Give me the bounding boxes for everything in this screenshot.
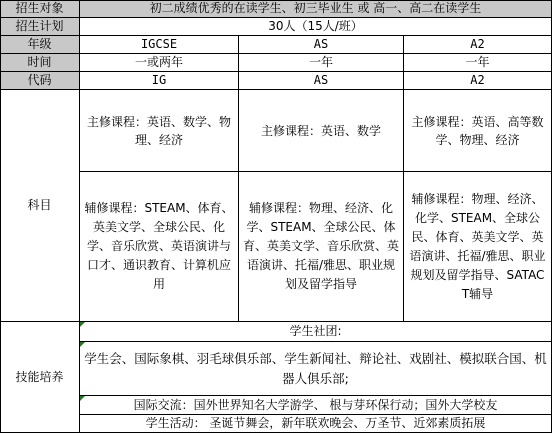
clubs-list-text: 学生会、国际象棋、羽毛球俱乐部、学生新闻社、辩论社、戏剧社、模拟联合国、机器人俱乐部;: [84, 350, 547, 386]
main-course-a2-text: 主修课程：英语、高等数学、物理、经济: [411, 114, 544, 147]
elective-igcse: [80, 172, 239, 322]
table-top-border: [0, 0, 552, 1]
grade-label: 年级: [0, 36, 80, 54]
comment-marker-icon: [80, 322, 85, 327]
main-course-a2: [404, 90, 552, 172]
main-course-as: [239, 90, 404, 172]
clubs-title: [80, 322, 552, 342]
subjects-label: 科目: [0, 90, 80, 322]
elective-a2: [404, 172, 552, 322]
main-course-as-text: 主修课程：英语、数学: [260, 123, 381, 138]
time-label: 时间: [0, 54, 80, 72]
plan-value: 30人（15人/班）: [80, 18, 552, 36]
elective-a2-text: 辅修课程：物理、经济、化学、STEAM、全球公民、体育、英美文学、英语演讲、托福/雅思、职业规划及留学指导、SATACT辅导: [409, 191, 546, 301]
elective-igcse-text: 辅修课程：STEAM、体育、英美文学、全球公民、化学、音乐欣赏、英语演讲与口才、通识教育、计算机应用: [84, 201, 234, 291]
activities-row: [80, 415, 552, 433]
main-course-igcse-text: 主修课程：英语、数学、物理、经济: [86, 114, 231, 147]
skills-label: 技能培养: [0, 322, 80, 433]
exchange-text: 国际交流：国外世界知名大学游学、 根与芽环保行动；国外大学校友: [133, 397, 498, 412]
clubs-title-text: 学生社团:: [289, 324, 342, 338]
time-a2: 一年: [404, 54, 552, 72]
code-igcse: IG: [80, 72, 239, 90]
plan-label: 招生计划: [0, 18, 80, 36]
code-as: AS: [239, 72, 404, 90]
exchange-row: [80, 396, 552, 415]
comment-marker-icon: [80, 342, 85, 347]
main-course-igcse: [80, 90, 239, 172]
target-label: 招生对象: [0, 0, 80, 18]
comment-marker-icon: [80, 396, 85, 401]
activities-text: 学生活动： 圣诞节舞会，新年联欢晚会、万圣节、近郊素质拓展: [145, 416, 486, 430]
target-value: 初二成绩优秀的在读学生、初三毕业生 或 高一、高二在读学生: [80, 0, 552, 18]
code-a2: A2: [404, 72, 552, 90]
code-label: 代码: [0, 72, 80, 90]
grade-as: AS: [239, 36, 404, 54]
elective-as: [239, 172, 404, 322]
time-igcse: 一或两年: [80, 54, 239, 72]
elective-as-text: 辅修课程：物理、经济、化学、STEAM、全球公民、体育、英美文学、音乐欣赏、英语演讲、托福/雅思、职业规划及留学指导: [243, 201, 400, 291]
clubs-list: [80, 342, 552, 396]
grade-a2: A2: [404, 36, 552, 54]
time-as: 一年: [239, 54, 404, 72]
grade-igcse: IGCSE: [80, 36, 239, 54]
table-left-border: [0, 0, 1, 433]
